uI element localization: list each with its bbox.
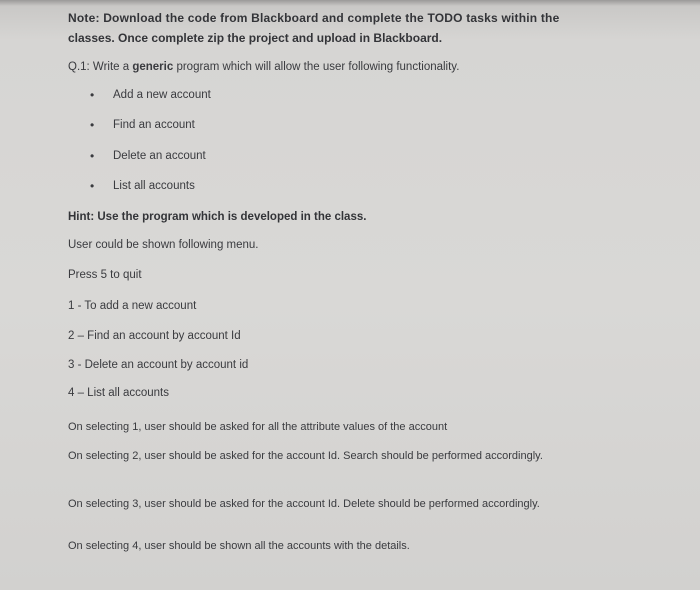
question-suffix: program which will allow the user following functionality.: [173, 61, 460, 73]
detail-3: On selecting 3, user should be asked for the account Id. Delete should be performed accordingly.: [68, 498, 540, 510]
menu-item: 2 – Find an account by account Id: [68, 330, 241, 342]
note-line-2: classes. Once complete zip the project and upload in Blackboard.: [68, 31, 443, 45]
question-bold: generic: [132, 61, 174, 73]
detail-4: On selecting 4, user should be shown all the accounts with the details.: [68, 540, 410, 552]
menu-item: 1 - To add a new account: [68, 300, 197, 312]
list-item: Delete an account: [113, 150, 206, 162]
note-line-1: Note: Download the code from Blackboard and complete the TODO tasks within the: [68, 11, 560, 25]
detail-2: On selecting 2, user should be asked for the account Id. Search should be performed accordingly.: [68, 450, 543, 462]
detail-1: On selecting 1, user should be asked for all the attribute values of the account: [68, 421, 448, 433]
menu-item: 3 - Delete an account by account id: [68, 359, 249, 371]
bullet-icon: •: [90, 88, 95, 102]
question-text: [68, 61, 459, 73]
bullet-icon: •: [90, 149, 95, 163]
bullet-icon: •: [90, 118, 95, 132]
question-prefix: Q.1: Write a: [68, 61, 133, 73]
hint-text: Hint: Use the program which is developed in the class.: [68, 211, 367, 223]
menu-item: 4 – List all accounts: [68, 387, 170, 399]
menu-item: Press 5 to quit: [68, 269, 142, 281]
list-item: List all accounts: [113, 180, 195, 192]
bullet-icon: •: [90, 179, 95, 193]
list-item: Find an account: [113, 119, 195, 131]
menu-intro: User could be shown following menu.: [68, 239, 259, 251]
list-item: Add a new account: [113, 89, 211, 101]
